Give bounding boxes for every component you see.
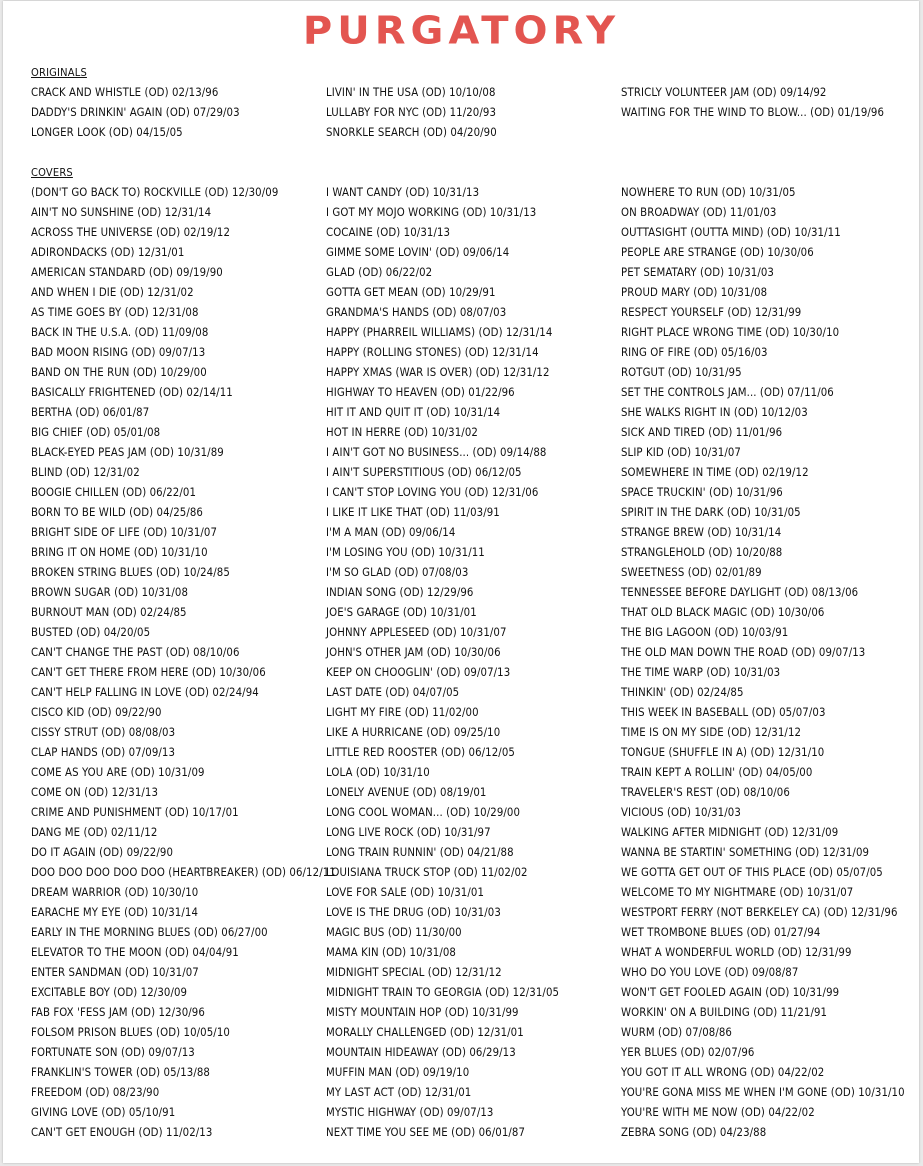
- covers-song-entry: EARLY IN THE MORNING BLUES (OD) 06/27/00: [31, 926, 268, 939]
- covers-song-entry: ADIRONDACKS (OD) 12/31/01: [31, 246, 185, 259]
- covers-song-entry: TRAIN KEPT A ROLLIN' (OD) 04/05/00: [621, 766, 813, 779]
- covers-song-entry: WURM (OD) 07/08/86: [621, 1026, 732, 1039]
- covers-song-entry: CISCO KID (OD) 09/22/90: [31, 706, 162, 719]
- covers-song-entry: ACROSS THE UNIVERSE (OD) 02/19/12: [31, 226, 231, 239]
- covers-song-entry: BERTHA (OD) 06/01/87: [31, 406, 150, 419]
- covers-song-entry: AMERICAN STANDARD (OD) 09/19/90: [31, 266, 223, 279]
- covers-song-entry: CAN'T CHANGE THE PAST (OD) 08/10/06: [31, 646, 240, 659]
- covers-song-entry: I AIN'T SUPERSTITIOUS (OD) 06/12/05: [326, 466, 522, 479]
- covers-song-entry: YER BLUES (OD) 02/07/96: [621, 1046, 755, 1059]
- covers-song-entry: GOTTA GET MEAN (OD) 10/29/91: [326, 286, 496, 299]
- covers-song-entry: SPIRIT IN THE DARK (OD) 10/31/05: [621, 506, 801, 519]
- covers-song-entry: ROTGUT (OD) 10/31/95: [621, 366, 742, 379]
- covers-song-entry: DOO DOO DOO DOO DOO (HEARTBREAKER) (OD) 06/12/11: [31, 866, 336, 879]
- covers-song-entry: I AIN'T GOT NO BUSINESS... (OD) 09/14/88: [326, 446, 547, 459]
- covers-song-entry: WANNA BE STARTIN' SOMETHING (OD) 12/31/09: [621, 846, 870, 859]
- covers-song-entry: YOU'RE GONA MISS ME WHEN I'M GONE (OD) 10/31/10: [621, 1086, 905, 1099]
- covers-song-entry: EARACHE MY EYE (OD) 10/31/14: [31, 906, 199, 919]
- covers-song-entry: HAPPY (ROLLING STONES) (OD) 12/31/14: [326, 346, 539, 359]
- covers-song-entry: LITTLE RED ROOSTER (OD) 06/12/05: [326, 746, 515, 759]
- covers-song-entry: THE OLD MAN DOWN THE ROAD (OD) 09/07/13: [621, 646, 866, 659]
- covers-song-entry: BIG CHIEF (OD) 05/01/08: [31, 426, 161, 439]
- covers-song-entry: DO IT AGAIN (OD) 09/22/90: [31, 846, 174, 859]
- covers-song-entry: RESPECT YOURSELF (OD) 12/31/99: [621, 306, 802, 319]
- covers-song-entry: MY LAST ACT (OD) 12/31/01: [326, 1086, 472, 1099]
- covers-song-entry: BRING IT ON HOME (OD) 10/31/10: [31, 546, 208, 559]
- covers-song-entry: BORN TO BE WILD (OD) 04/25/86: [31, 506, 203, 519]
- originals-heading: ORIGINALS: [31, 66, 87, 79]
- originals-list: [31, 83, 911, 143]
- covers-song-entry: FORTUNATE SON (OD) 09/07/13: [31, 1046, 195, 1059]
- covers-song-entry: LONG LIVE ROCK (OD) 10/31/97: [326, 826, 491, 839]
- covers-song-entry: GLAD (OD) 06/22/02: [326, 266, 433, 279]
- covers-song-entry: MAMA KIN (OD) 10/31/08: [326, 946, 456, 959]
- covers-song-entry: MUFFIN MAN (OD) 09/19/10: [326, 1066, 470, 1079]
- covers-song-entry: CISSY STRUT (OD) 08/08/03: [31, 726, 176, 739]
- covers-song-entry: LONELY AVENUE (OD) 08/19/01: [326, 786, 487, 799]
- covers-song-entry: BOOGIE CHILLEN (OD) 06/22/01: [31, 486, 197, 499]
- covers-song-entry: COME AS YOU ARE (OD) 10/31/09: [31, 766, 205, 779]
- covers-song-entry: WESTPORT FERRY (NOT BERKELEY CA) (OD) 12/31/96: [621, 906, 898, 919]
- covers-song-entry: SICK AND TIRED (OD) 11/01/96: [621, 426, 783, 439]
- covers-song-entry: EXCITABLE BOY (OD) 12/30/09: [31, 986, 188, 999]
- covers-song-entry: (DON'T GO BACK TO) ROCKVILLE (OD) 12/30/09: [31, 186, 279, 199]
- covers-song-entry: LOVE IS THE DRUG (OD) 10/31/03: [326, 906, 501, 919]
- covers-song-entry: CAN'T GET THERE FROM HERE (OD) 10/30/06: [31, 666, 266, 679]
- covers-song-entry: ON BROADWAY (OD) 11/01/03: [621, 206, 777, 219]
- covers-song-entry: BACK IN THE U.S.A. (OD) 11/09/08: [31, 326, 209, 339]
- covers-song-entry: AIN'T NO SUNSHINE (OD) 12/31/14: [31, 206, 212, 219]
- covers-song-entry: HIGHWAY TO HEAVEN (OD) 01/22/96: [326, 386, 515, 399]
- covers-song-entry: HAPPY (PHARREIL WILLIAMS) (OD) 12/31/14: [326, 326, 553, 339]
- covers-song-entry: WON'T GET FOOLED AGAIN (OD) 10/31/99: [621, 986, 840, 999]
- covers-song-entry: FOLSOM PRISON BLUES (OD) 10/05/10: [31, 1026, 230, 1039]
- covers-song-entry: BUSTED (OD) 04/20/05: [31, 626, 151, 639]
- covers-song-entry: I LIKE IT LIKE THAT (OD) 11/03/91: [326, 506, 500, 519]
- covers-song-entry: I'M SO GLAD (OD) 07/08/03: [326, 566, 469, 579]
- covers-song-entry: TIME IS ON MY SIDE (OD) 12/31/12: [621, 726, 802, 739]
- covers-song-entry: ZEBRA SONG (OD) 04/23/88: [621, 1126, 767, 1139]
- covers-song-entry: AND WHEN I DIE (OD) 12/31/02: [31, 286, 194, 299]
- covers-song-entry: CLAP HANDS (OD) 07/09/13: [31, 746, 176, 759]
- covers-song-entry: MORALLY CHALLENGED (OD) 12/31/01: [326, 1026, 524, 1039]
- covers-song-entry: DREAM WARRIOR (OD) 10/30/10: [31, 886, 199, 899]
- covers-column-2: [326, 183, 621, 1143]
- originals-song-entry: WAITING FOR THE WIND TO BLOW... (OD) 01/19/96: [621, 106, 885, 119]
- covers-song-entry: INDIAN SONG (OD) 12/29/96: [326, 586, 474, 599]
- covers-song-entry: SHE WALKS RIGHT IN (OD) 10/12/03: [621, 406, 808, 419]
- covers-song-entry: RING OF FIRE (OD) 05/16/03: [621, 346, 768, 359]
- covers-song-entry: BAD MOON RISING (OD) 09/07/13: [31, 346, 206, 359]
- covers-song-entry: ELEVATOR TO THE MOON (OD) 04/04/91: [31, 946, 239, 959]
- covers-song-entry: I CAN'T STOP LOVING YOU (OD) 12/31/06: [326, 486, 539, 499]
- covers-song-entry: MIDNIGHT TRAIN TO GEORGIA (OD) 12/31/05: [326, 986, 560, 999]
- covers-song-entry: SLIP KID (OD) 10/31/07: [621, 446, 742, 459]
- covers-song-entry: STRANGE BREW (OD) 10/31/14: [621, 526, 782, 539]
- originals-song-entry: LONGER LOOK (OD) 04/15/05: [31, 126, 183, 139]
- covers-song-entry: I'M LOSING YOU (OD) 10/31/11: [326, 546, 485, 559]
- covers-song-entry: YOU'RE WITH ME NOW (OD) 04/22/02: [621, 1106, 815, 1119]
- covers-song-entry: SWEETNESS (OD) 02/01/89: [621, 566, 762, 579]
- covers-song-entry: JOHN'S OTHER JAM (OD) 10/30/06: [326, 646, 501, 659]
- covers-song-entry: WALKING AFTER MIDNIGHT (OD) 12/31/09: [621, 826, 839, 839]
- covers-song-entry: SPACE TRUCKIN' (OD) 10/31/96: [621, 486, 783, 499]
- covers-song-entry: MISTY MOUNTAIN HOP (OD) 10/31/99: [326, 1006, 519, 1019]
- covers-song-entry: GRANDMA'S HANDS (OD) 08/07/03: [326, 306, 507, 319]
- covers-song-entry: I'M A MAN (OD) 09/06/14: [326, 526, 456, 539]
- originals-song-entry: CRACK AND WHISTLE (OD) 02/13/96: [31, 86, 219, 99]
- covers-song-entry: VICIOUS (OD) 10/31/03: [621, 806, 741, 819]
- covers-song-entry: BURNOUT MAN (OD) 02/24/85: [31, 606, 187, 619]
- covers-song-entry: BROKEN STRING BLUES (OD) 10/24/85: [31, 566, 230, 579]
- covers-column-3: [621, 183, 911, 1143]
- covers-song-entry: HAPPY XMAS (WAR IS OVER) (OD) 12/31/12: [326, 366, 550, 379]
- covers-song-entry: LOLA (OD) 10/31/10: [326, 766, 430, 779]
- covers-song-entry: SET THE CONTROLS JAM... (OD) 07/11/06: [621, 386, 834, 399]
- covers-song-entry: LOVE FOR SALE (OD) 10/31/01: [326, 886, 485, 899]
- covers-song-entry: HIT IT AND QUIT IT (OD) 10/31/14: [326, 406, 501, 419]
- covers-song-entry: PROUD MARY (OD) 10/31/08: [621, 286, 768, 299]
- covers-song-entry: WORKIN' ON A BUILDING (OD) 11/21/91: [621, 1006, 828, 1019]
- covers-song-entry: BLACK-EYED PEAS JAM (OD) 10/31/89: [31, 446, 224, 459]
- covers-song-entry: MAGIC BUS (OD) 11/30/00: [326, 926, 462, 939]
- covers-song-entry: STRANGLEHOLD (OD) 10/20/88: [621, 546, 783, 559]
- covers-song-entry: WE GOTTA GET OUT OF THIS PLACE (OD) 05/07/05: [621, 866, 883, 879]
- covers-song-entry: TRAVELER'S REST (OD) 08/10/06: [621, 786, 790, 799]
- originals-song-entry: DADDY'S DRINKIN' AGAIN (OD) 07/29/03: [31, 106, 240, 119]
- covers-song-entry: COME ON (OD) 12/31/13: [31, 786, 159, 799]
- covers-song-entry: PET SEMATARY (OD) 10/31/03: [621, 266, 774, 279]
- covers-song-entry: WELCOME TO MY NIGHTMARE (OD) 10/31/07: [621, 886, 854, 899]
- covers-song-entry: PEOPLE ARE STRANGE (OD) 10/30/06: [621, 246, 814, 259]
- covers-song-entry: YOU GOT IT ALL WRONG (OD) 04/22/02: [621, 1066, 825, 1079]
- covers-song-entry: TENNESSEE BEFORE DAYLIGHT (OD) 08/13/06: [621, 586, 859, 599]
- covers-song-entry: CAN'T GET ENOUGH (OD) 11/02/13: [31, 1126, 213, 1139]
- covers-song-entry: LIGHT MY FIRE (OD) 11/02/00: [326, 706, 479, 719]
- originals-song-entry: SNORKLE SEARCH (OD) 04/20/90: [326, 126, 497, 139]
- covers-song-entry: LOUISIANA TRUCK STOP (OD) 11/02/02: [326, 866, 528, 879]
- covers-song-entry: I WANT CANDY (OD) 10/31/13: [326, 186, 480, 199]
- covers-song-entry: BRIGHT SIDE OF LIFE (OD) 10/31/07: [31, 526, 218, 539]
- covers-song-entry: LONG TRAIN RUNNIN' (OD) 04/21/88: [326, 846, 514, 859]
- covers-song-entry: LAST DATE (OD) 04/07/05: [326, 686, 460, 699]
- covers-song-entry: BAND ON THE RUN (OD) 10/29/00: [31, 366, 207, 379]
- covers-song-entry: TONGUE (SHUFFLE IN A) (OD) 12/31/10: [621, 746, 825, 759]
- covers-list: [31, 183, 911, 1143]
- covers-song-entry: BASICALLY FRIGHTENED (OD) 02/14/11: [31, 386, 233, 399]
- covers-song-entry: GIVING LOVE (OD) 05/10/91: [31, 1106, 176, 1119]
- page-title: PURGATORY: [302, 9, 621, 53]
- covers-song-entry: MIDNIGHT SPECIAL (OD) 12/31/12: [326, 966, 502, 979]
- originals-column-3: [621, 83, 911, 143]
- originals-song-entry: STRICLY VOLUNTEER JAM (OD) 09/14/92: [621, 86, 827, 99]
- covers-song-entry: MOUNTAIN HIDEAWAY (OD) 06/29/13: [326, 1046, 516, 1059]
- originals-song-entry: LULLABY FOR NYC (OD) 11/20/93: [326, 106, 497, 119]
- covers-song-entry: THINKIN' (OD) 02/24/85: [621, 686, 744, 699]
- covers-song-entry: BROWN SUGAR (OD) 10/31/08: [31, 586, 189, 599]
- covers-song-entry: WHAT A WONDERFUL WORLD (OD) 12/31/99: [621, 946, 852, 959]
- covers-song-entry: DANG ME (OD) 02/11/12: [31, 826, 158, 839]
- covers-column-1: [31, 183, 336, 1143]
- covers-song-entry: FRANKLIN'S TOWER (OD) 05/13/88: [31, 1066, 210, 1079]
- covers-song-entry: THIS WEEK IN BASEBALL (OD) 05/07/03: [621, 706, 826, 719]
- originals-song-entry: LIVIN' IN THE USA (OD) 10/10/08: [326, 86, 496, 99]
- covers-song-entry: HOT IN HERRE (OD) 10/31/02: [326, 426, 478, 439]
- covers-song-entry: JOE'S GARAGE (OD) 10/31/01: [326, 606, 477, 619]
- covers-song-entry: MYSTIC HIGHWAY (OD) 09/07/13: [326, 1106, 494, 1119]
- covers-song-entry: RIGHT PLACE WRONG TIME (OD) 10/30/10: [621, 326, 840, 339]
- covers-song-entry: GIMME SOME LOVIN' (OD) 09/06/14: [326, 246, 510, 259]
- covers-song-entry: FAB FOX 'FESS JAM (OD) 12/30/96: [31, 1006, 205, 1019]
- covers-song-entry: THE BIG LAGOON (OD) 10/03/91: [621, 626, 789, 639]
- covers-song-entry: THAT OLD BLACK MAGIC (OD) 10/30/06: [621, 606, 825, 619]
- covers-song-entry: KEEP ON CHOOGLIN' (OD) 09/07/13: [326, 666, 511, 679]
- covers-song-entry: WHO DO YOU LOVE (OD) 09/08/87: [621, 966, 799, 979]
- covers-song-entry: COCAINE (OD) 10/31/13: [326, 226, 451, 239]
- originals-column-2: [326, 83, 621, 143]
- covers-song-entry: CRIME AND PUNISHMENT (OD) 10/17/01: [31, 806, 239, 819]
- covers-song-entry: ENTER SANDMAN (OD) 10/31/07: [31, 966, 199, 979]
- covers-song-entry: AS TIME GOES BY (OD) 12/31/08: [31, 306, 199, 319]
- covers-song-entry: WET TROMBONE BLUES (OD) 01/27/94: [621, 926, 821, 939]
- originals-column-1: [31, 83, 326, 143]
- covers-song-entry: BLIND (OD) 12/31/02: [31, 466, 140, 479]
- covers-song-entry: OUTTASIGHT (OUTTA MIND) (OD) 10/31/11: [621, 226, 841, 239]
- covers-song-entry: LIKE A HURRICANE (OD) 09/25/10: [326, 726, 501, 739]
- covers-song-entry: NOWHERE TO RUN (OD) 10/31/05: [621, 186, 796, 199]
- covers-song-entry: JOHNNY APPLESEED (OD) 10/31/07: [326, 626, 507, 639]
- covers-song-entry: SOMEWHERE IN TIME (OD) 02/19/12: [621, 466, 809, 479]
- covers-song-entry: LONG COOL WOMAN... (OD) 10/29/00: [326, 806, 521, 819]
- covers-song-entry: NEXT TIME YOU SEE ME (OD) 06/01/87: [326, 1126, 526, 1139]
- covers-song-entry: I GOT MY MOJO WORKING (OD) 10/31/13: [326, 206, 537, 219]
- covers-song-entry: FREEDOM (OD) 08/23/90: [31, 1086, 160, 1099]
- covers-heading: COVERS: [31, 166, 73, 179]
- covers-song-entry: THE TIME WARP (OD) 10/31/03: [621, 666, 781, 679]
- covers-song-entry: CAN'T HELP FALLING IN LOVE (OD) 02/24/94: [31, 686, 259, 699]
